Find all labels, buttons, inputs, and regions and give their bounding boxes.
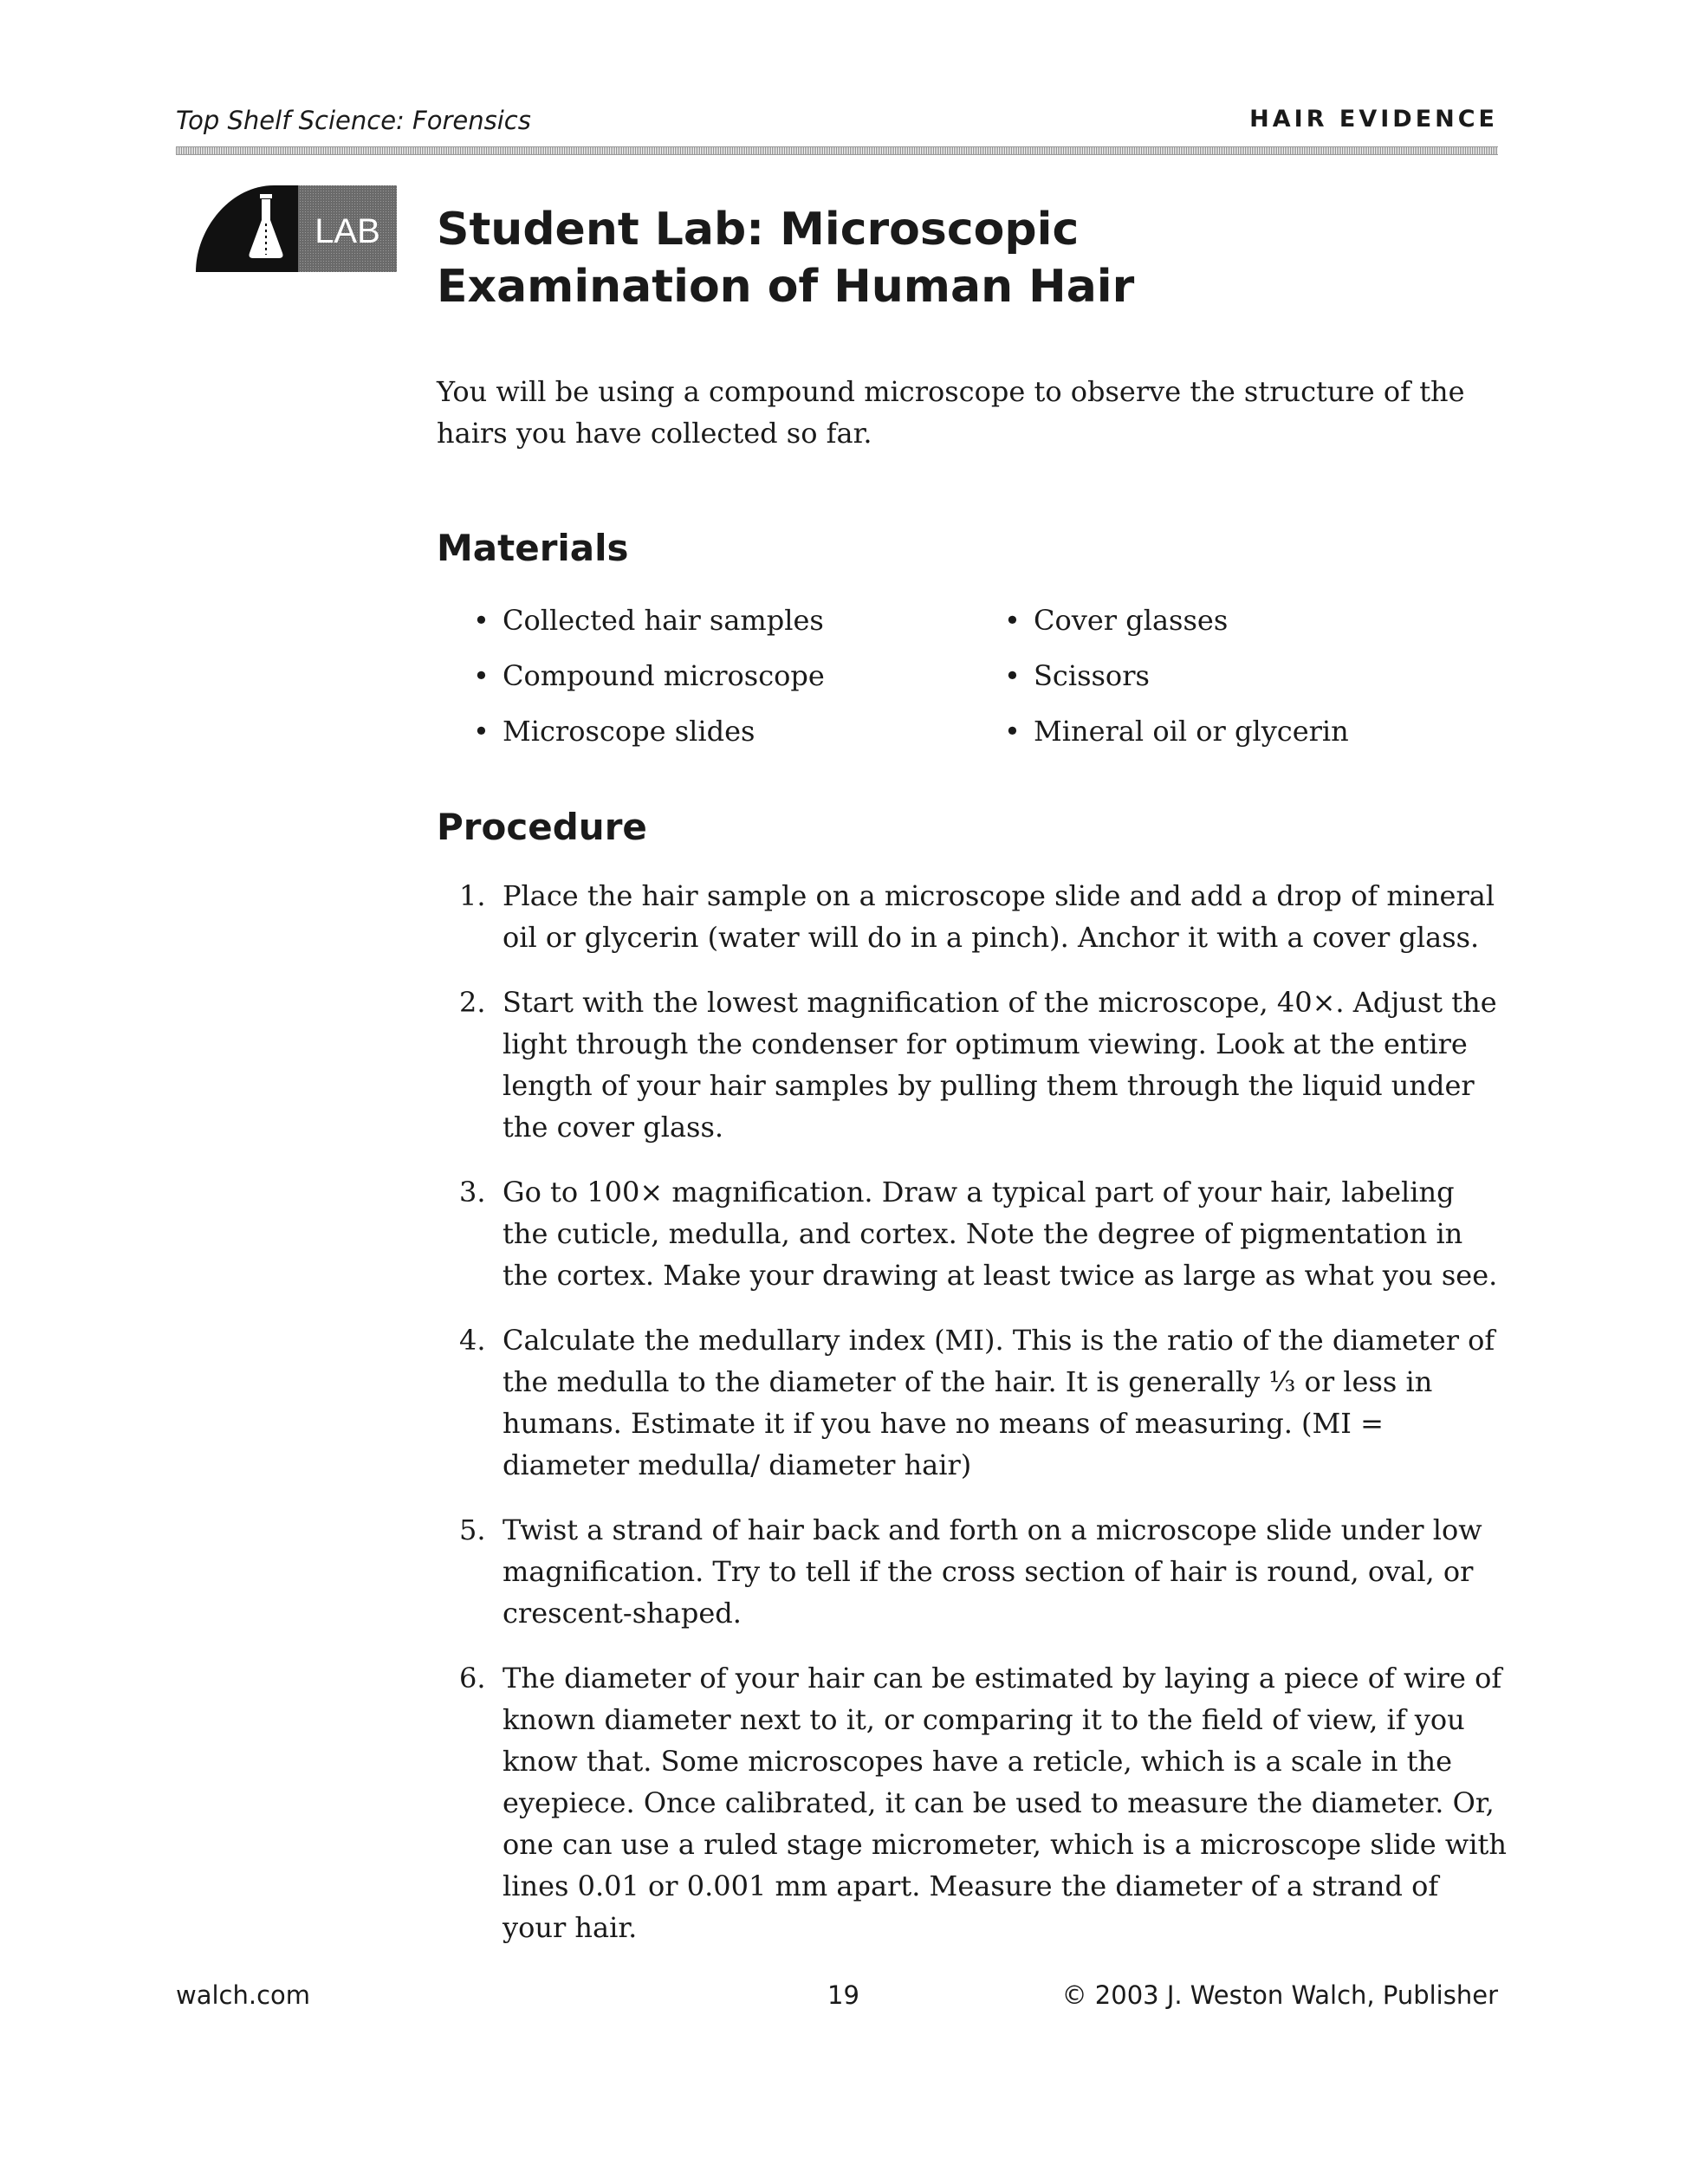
step-number: 2.	[459, 986, 486, 1019]
book-title: Top Shelf Science: Forensics	[176, 106, 531, 135]
step-text: Calculate the medullary index (MI). This is the ratio of the diameter of the medulla to the diameter of the hair. It is generally ⅓ or less in humans. Estimate it if you have no means of measuring. (MI = diameter medulla/ diameter hair)	[503, 1324, 1495, 1481]
list-item: • Scissors	[999, 648, 1349, 703]
list-item: • Cover glasses	[999, 593, 1349, 648]
procedure-step	[459, 1657, 1508, 1948]
intro-paragraph: You will be using a compound microscope to observe the structure of the hairs you have collected so far.	[437, 375, 1465, 450]
procedure-step	[459, 1509, 1508, 1634]
materials-list-right	[999, 593, 1349, 759]
page-title	[437, 201, 1134, 315]
procedure-step	[459, 1171, 1508, 1296]
step-number: 6.	[459, 1662, 486, 1695]
lab-badge	[196, 185, 397, 272]
procedure-step	[459, 982, 1508, 1148]
step-number: 1.	[459, 879, 486, 912]
step-text: Place the hair sample on a microscope slide and add a drop of mineral oil or glycerin (water will do in a pinch). Anchor it with a cover glass.	[503, 879, 1495, 954]
step-number: 3.	[459, 1176, 486, 1209]
page-number: 19	[827, 1980, 859, 2010]
step-text: Twist a strand of hair back and forth on a microscope slide under low magnification. Try to tell if the cross section of hair is round, oval, or crescent-shaped.	[503, 1513, 1482, 1630]
header-rule	[176, 146, 1498, 155]
step-text: The diameter of your hair can be estimated by laying a piece of wire of known diameter next to it, or comparing it to the field of view, if you know that. Some microscopes have a reticle, which is a scale in the eyepiece. Once calibrated, it can be used to measure the diameter. Or, one can use a ruled stage micrometer, which is a microscope slide with lines 0.01 or 0.001 mm apart. Measure the diameter of a strand of your hair.	[503, 1662, 1507, 1944]
title-line-1: Student Lab: Microscopic	[437, 204, 1080, 256]
materials-list-left	[468, 593, 825, 759]
procedure-step	[459, 875, 1508, 958]
badge-label: LAB	[315, 212, 380, 250]
list-item: • Compound microscope	[468, 648, 825, 703]
footer-website: walch.com	[176, 1980, 311, 2010]
list-item: • Collected hair samples	[468, 593, 825, 648]
materials-heading: Materials	[437, 527, 629, 569]
procedure-heading: Procedure	[437, 806, 647, 848]
procedure-list	[459, 875, 1508, 1972]
section-title: HAIR EVIDENCE	[1249, 106, 1498, 133]
title-line-2: Examination of Human Hair	[437, 261, 1135, 313]
list-item: • Mineral oil or glycerin	[999, 703, 1349, 759]
step-text: Go to 100× magnification. Draw a typical part of your hair, labeling the cuticle, medulla, and cortex. Note the degree of pigmentation in the cortex. Make your drawing at least twice as large as what you see.	[503, 1176, 1498, 1292]
footer-copyright: © 2003 J. Weston Walch, Publisher	[1061, 1980, 1498, 2010]
step-text: Start with the lowest magnification of the microscope, 40×. Adjust the light through the condenser for optimum viewing. Look at the entire length of your hair samples by pulling them through the liquid under the cover glass.	[503, 986, 1497, 1144]
list-item: • Microscope slides	[468, 703, 825, 759]
step-number: 5.	[459, 1513, 486, 1546]
procedure-step	[459, 1319, 1508, 1486]
step-number: 4.	[459, 1324, 486, 1357]
